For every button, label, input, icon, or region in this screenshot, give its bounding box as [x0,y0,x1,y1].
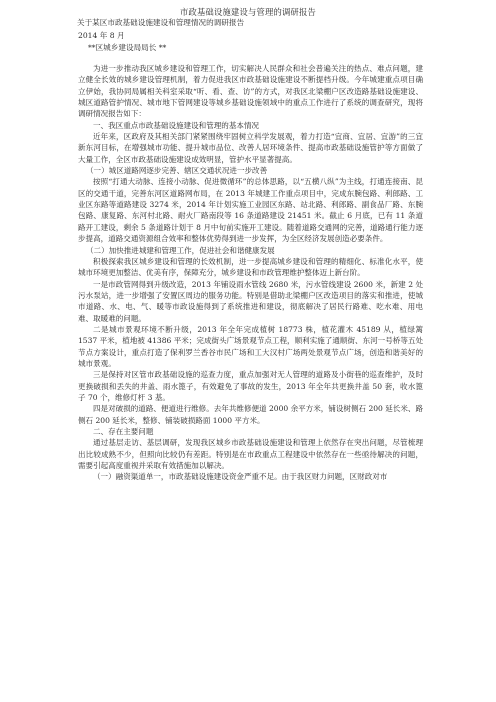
section-heading: 二、存在主要问题 [93,427,154,436]
document-title: 市政基础设施建设与管理的调研报告 [180,7,316,17]
paragraph: 积极探索我区城乡建设和管理的长效机制，进一步提高城乡建设和管理的精细化、标准化水平，使城市环境更加整洁、优美有序，保障充分，城乡建设和市政管理维护整体迈上新台阶。 [78,256,423,278]
document-date: 2014 年 8 月 [78,31,125,40]
section-heading: （一）城区道路网逐步完善、辖区交通状况进一步改善 [86,166,268,176]
paragraph: （一）融资渠道单一，市政基础设施建设资金严重不足。由于我区财力问题，区财政对市 [93,472,388,482]
paragraph: 四是对破损的道路、便道进行维修。去年共维修便道 2000 余平方米，铺设树侧石 200 延长米、路侧石 200 延长米，整修、铺装破损路面 1000 平方米。 [78,404,423,425]
paragraph: 通过基层走访、基层调研，发现我区城乡市政基础设施建设和管理上依然存在突出问题，尽管梳理出比较成熟不少，但照向比较仍有差距。特别是在市政重点工程建设中依然存在一些亟待解决的问题，需要引起高度重视并采取有效措施加以解决。 [78,438,423,471]
paragraph: 二是城市景观环境不断升级，2013 年全年完成植树 18773 株，植花灌木 45189 从，植绿篱 1537 平米，植地被 41386 平米；完成街头广场景观节点工程，顺利实施了通顺街、东河一号桥等五处节点方案设计，重点打造了保利罗兰香谷市民广场和工大汉村广场两处景观节点广场，创造和谐美好的城市景观。 [78,324,423,368]
section-heading: （二）加快推进城建和管理工作，促进社会和谐健康发展 [86,245,275,255]
paragraph: 三是保持对区管市政基础设施的巡查力度，重点加强对无人管理的道路及小街巷的巡查维护，及时更换破损和丢失的井盖、雨水篦子，有效避免了事故的发生，2013 年全年共更换井盖 50 套，收水篦子 70 个，维修灯杆 3 基。 [78,370,423,402]
section-heading: 一、我区重点市政基础设施建设和管理的基本情况 [93,120,260,130]
document-subtitle: 关于某区市政基础设施建设和管理情况的调研报告 [77,18,245,27]
paragraph: 按照“打通大动脉、连接小动脉、促进微循环”的总体思路，以“五横八纵”为主线，打通连接南、昆区的交通干道，完善东河区道路网布局，在 2013 年城建工作重点项目中，完成东腕包路、利郎路、工业区东路等道路建设 3274 米，2014 年计划实施工业园区东路、站北路、利郎路、副食品厂路、东腕包路、康复路、东河村北路、耐火厂路南段等 16 条道路建设 21451 米。截止 6 月底，已有 11 条道路开工建设，剩余 5 条道路计划于 8 月中旬前实施开工建设。随着道路交通网的完善，道路通行能力逐步提高，道路交通资源组合效率和整体优势得到进一步发挥，为全区经济发展创造必要条件。 [78,177,423,244]
document-body [78,63,423,483]
paragraph: 近年来，区政府及其相关部门紧紧围绕牢固树立科学发展观，着力打造“宜商、宜居、宜游”的三宜新东河目标，在增强城市功能、提升城市品位、改善人居环境条件、提高市政基础设施管护等方面做了大量工作，全区市政基础设施建设成效明显，管护水平显著提高。 [78,132,423,164]
paragraph: 一是市政管网得到升级改造，2013 年铺设雨水管线 2680 米，污水管线建设 2600 米，新建 2 处污水泵站，进一步增强了安置区周边的服务功能。特别是借助北梁棚户区改造项目的落实和推进，使城市道路、水、电、气、暖等市政设施得到了系统推进和建设，彻底解决了居民行路难、吃水难、用电难、取暖难的问题。 [78,279,423,323]
paragraph: 为进一步推动我区城乡建设和管理工作，切实解决人民群众和社会普遍关注的热点、难点问题，建立健全长效的城乡建设管理机制，着力促进我区市政基础设施建设不断提档升级。今年城建重点项目确立伊始，我协同局属相关科室采取“听、看、查、访”的方式，对我区北梁棚户区改造路基础设施建设、城区道路管护情况、城市地下管网建设等城乡基础设施领域中的重点工作进行了系统的调查研究，现将调研情况报告如下： [78,64,423,119]
document-author: **区城乡建设局局长 ** [88,43,167,52]
